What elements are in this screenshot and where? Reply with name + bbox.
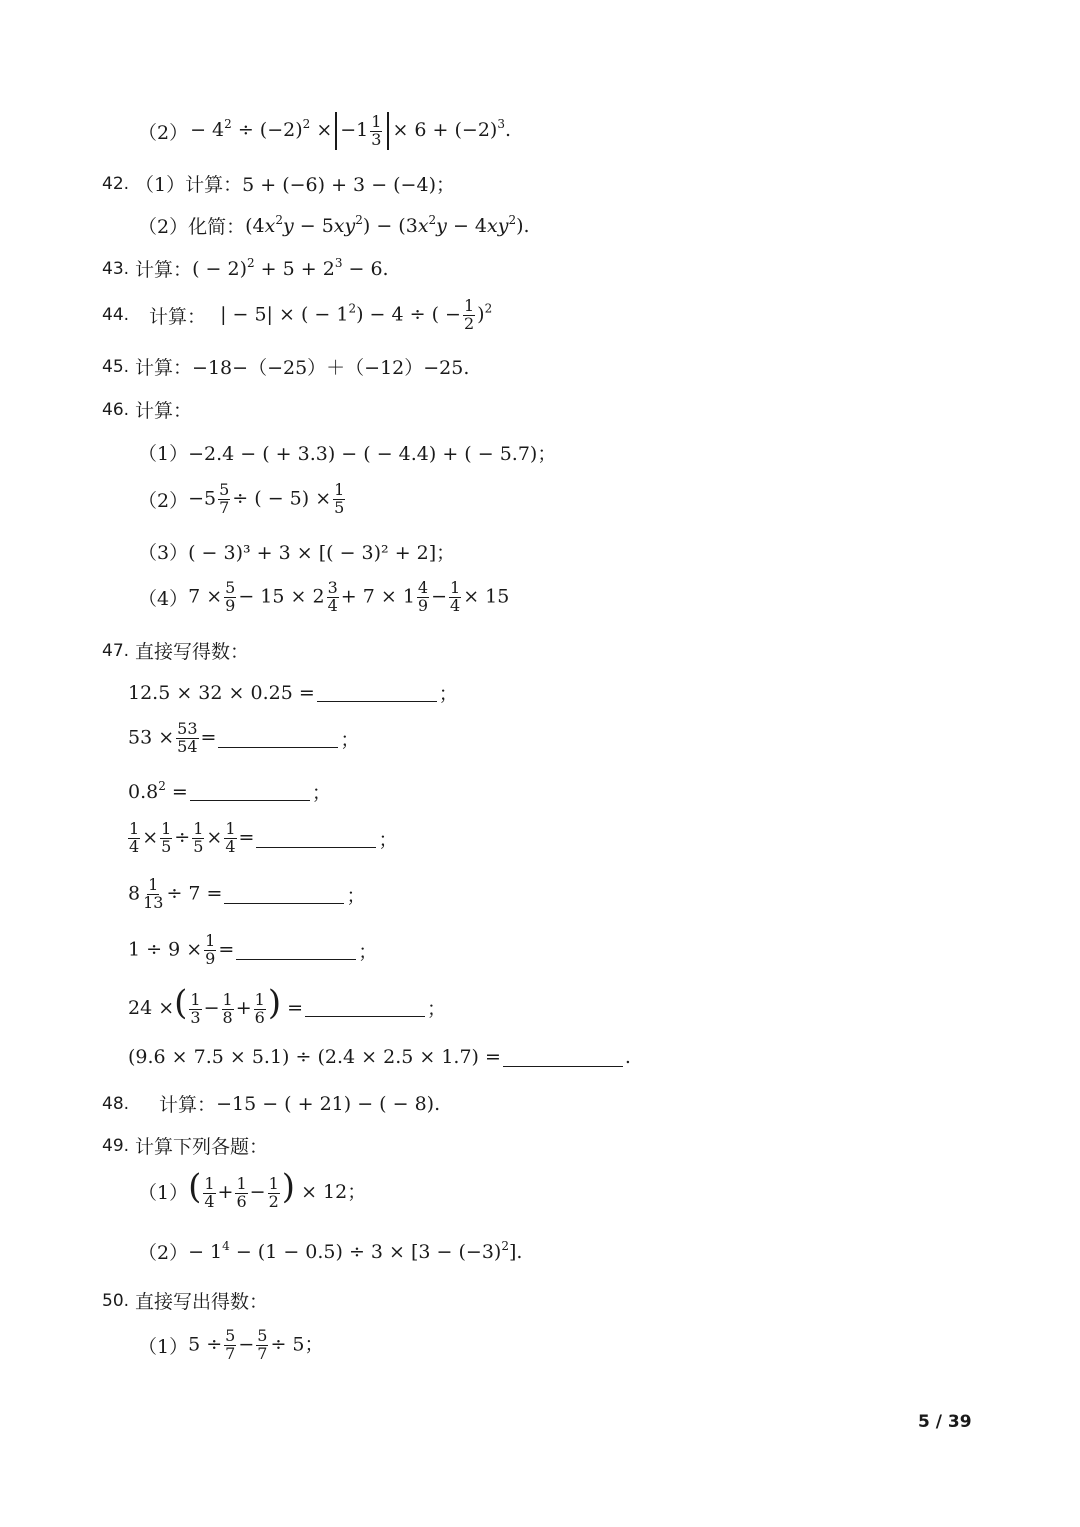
- problem-46-part-3: [138, 538, 455, 565]
- problem-44: [102, 298, 492, 333]
- math-expression: (9.6 × 7.5 × 5.1) ÷ (2.4 × 2.5 × 1.7) =: [128, 1046, 501, 1068]
- problem-text: 计算下列各题：: [135, 1136, 269, 1158]
- problem-number: 48.: [102, 1093, 130, 1114]
- problem-number: 43.: [102, 258, 130, 279]
- problem-text: 计算：: [135, 259, 193, 281]
- part-label: （3）: [138, 542, 189, 564]
- answer-blank[interactable]: [224, 885, 344, 904]
- part-label: （4）: [138, 587, 189, 610]
- problem-47-item-8: [128, 1046, 631, 1068]
- math-expression: ( $\frac{1}{4}$ + $\frac{1}{6}$ − $\frac{1}{2}$ ) × 12；: [188, 1167, 367, 1211]
- answer-blank[interactable]: [236, 941, 356, 960]
- problem-49-part-1: [138, 1167, 367, 1211]
- problem-46: [102, 396, 192, 423]
- math-expression: 12.5 × 32 × 0.25 =: [128, 681, 315, 704]
- problem-text: 计算：: [135, 400, 193, 422]
- problem-45: [102, 353, 469, 380]
- punctuation: .: [624, 1046, 631, 1068]
- math-expression: −2.4 − ( + 3.3) − ( − 4.4) + ( − 5.7)；: [188, 443, 557, 465]
- math-expression: − $4^2 \div (-2)^2 \times -1$ $\frac{1}{3}$ × $6 + (-2)^3$.: [190, 111, 512, 149]
- problem-number: 45.: [102, 356, 130, 377]
- punctuation: ；: [358, 940, 378, 963]
- problem-46-part-4: [138, 580, 509, 615]
- math-expression: 5 + (−6) + 3 − (−4)；: [242, 174, 455, 196]
- problem-42-part-1: [102, 170, 455, 197]
- problem-50-part-1: [138, 1328, 324, 1363]
- math-expression: −5 $\frac{5}{7}$ ÷ ( − 5) × $\frac{1}{5}$: [188, 480, 345, 517]
- math-expression: 1 ÷ 9 × $\frac{1}{9}$ =: [128, 931, 235, 968]
- problem-text: 计算：: [159, 1094, 217, 1116]
- punctuation: ；: [438, 683, 458, 705]
- part-label: （1）: [138, 1335, 189, 1358]
- math-expression: − $1^4 - (1 - 0.5) \div 3 \times [3 - (-3)^2]$.: [188, 1238, 523, 1263]
- problem-50: [102, 1287, 268, 1314]
- answer-blank[interactable]: [503, 1048, 623, 1067]
- problem-46-part-2: [138, 482, 347, 517]
- problem-41-part-2: [138, 112, 511, 150]
- problem-43: [102, 255, 389, 282]
- math-expression: ( − 3)³ + 3 × [( − 3)² + 2]；: [188, 542, 456, 564]
- problem-text: 计算：−18−（−25）＋（−12）−25.: [135, 357, 470, 379]
- problem-47-item-4: [126, 821, 397, 856]
- problem-49-part-2: [138, 1238, 522, 1265]
- math-expression: 8 $\frac{1}{13}$ ÷ 7 =: [128, 875, 223, 912]
- punctuation: ；: [340, 728, 360, 751]
- problem-text: 直接写得数：: [135, 641, 250, 663]
- punctuation: ；: [346, 884, 366, 907]
- problem-42-part-2: [138, 212, 530, 239]
- answer-blank[interactable]: [218, 729, 338, 748]
- problem-47-item-6: [128, 933, 377, 968]
- problem-text: 直接写出得数：: [135, 1291, 269, 1313]
- problem-number: 50.: [102, 1290, 130, 1311]
- part-label: （1）: [138, 1181, 189, 1204]
- problem-47-item-7: [128, 983, 447, 1027]
- punctuation: ；: [311, 782, 331, 804]
- punctuation: ；: [378, 828, 398, 851]
- math-expression: | − 5| × ( − $1^2) - 4$ ÷ ( − $\frac{1}{2}$ )$^2$: [220, 296, 493, 333]
- math-expression: 7 × $\frac{5}{9}$ − 15 × 2 $\frac{3}{4}$ + 7 × 1 $\frac{4}{9}$ − $\frac{1}{4}$ × 15: [188, 578, 510, 615]
- part-label: （2）: [138, 489, 189, 512]
- problem-number: 49.: [102, 1135, 130, 1156]
- answer-blank[interactable]: [305, 998, 425, 1017]
- problem-47-item-5: [128, 877, 365, 912]
- problem-48: [102, 1090, 440, 1117]
- math-expression: 53 × $\frac{53}{54}$ =: [128, 719, 217, 756]
- math-expression: $\frac{1}{4}$ × $\frac{1}{5}$ ÷ $\frac{1}{5}$ × $\frac{1}{4}$ =: [129, 819, 255, 856]
- problem-number: 47.: [102, 640, 130, 661]
- math-expression: $(4x^2y - 5xy^2) - (3x^2y - 4xy^2)$.: [245, 212, 530, 237]
- math-expression: 5 ÷ $\frac{5}{7}$ − $\frac{5}{7}$ ÷ 5；: [188, 1326, 324, 1363]
- answer-blank[interactable]: [256, 829, 376, 848]
- problem-number: 42.: [102, 173, 130, 194]
- problem-47-item-1: [128, 679, 458, 706]
- answer-blank[interactable]: [317, 683, 437, 702]
- part-label: （2）化简：: [138, 216, 246, 238]
- problem-47-item-2: [128, 721, 359, 756]
- math-expression: −15 − ( + 21) − ( − 8).: [216, 1092, 441, 1115]
- part-label: （2）: [138, 1242, 189, 1264]
- part-label: （1）: [138, 443, 189, 465]
- problem-47-item-3: [128, 778, 331, 805]
- problem-46-part-1: [138, 439, 556, 466]
- part-label: （1）计算：: [135, 174, 243, 196]
- math-expression: ( − $2)^2 + 5 + 2^3 - 6$.: [192, 255, 389, 280]
- page-number: 5 / 39: [918, 1412, 972, 1432]
- problem-47: [102, 637, 249, 664]
- math-expression: $0.8^2$ =: [128, 778, 188, 803]
- math-expression: 24 ×( $\frac{1}{3}$ − $\frac{1}{8}$ + $\frac{1}{6}$ ) =: [128, 983, 304, 1027]
- problem-49: [102, 1132, 268, 1159]
- part-label: （2）: [138, 121, 189, 144]
- problem-number: 46.: [102, 399, 130, 420]
- problem-text: 计算：: [149, 305, 207, 328]
- problem-number: 44.: [102, 305, 130, 326]
- answer-blank[interactable]: [190, 782, 310, 801]
- punctuation: ；: [427, 997, 447, 1020]
